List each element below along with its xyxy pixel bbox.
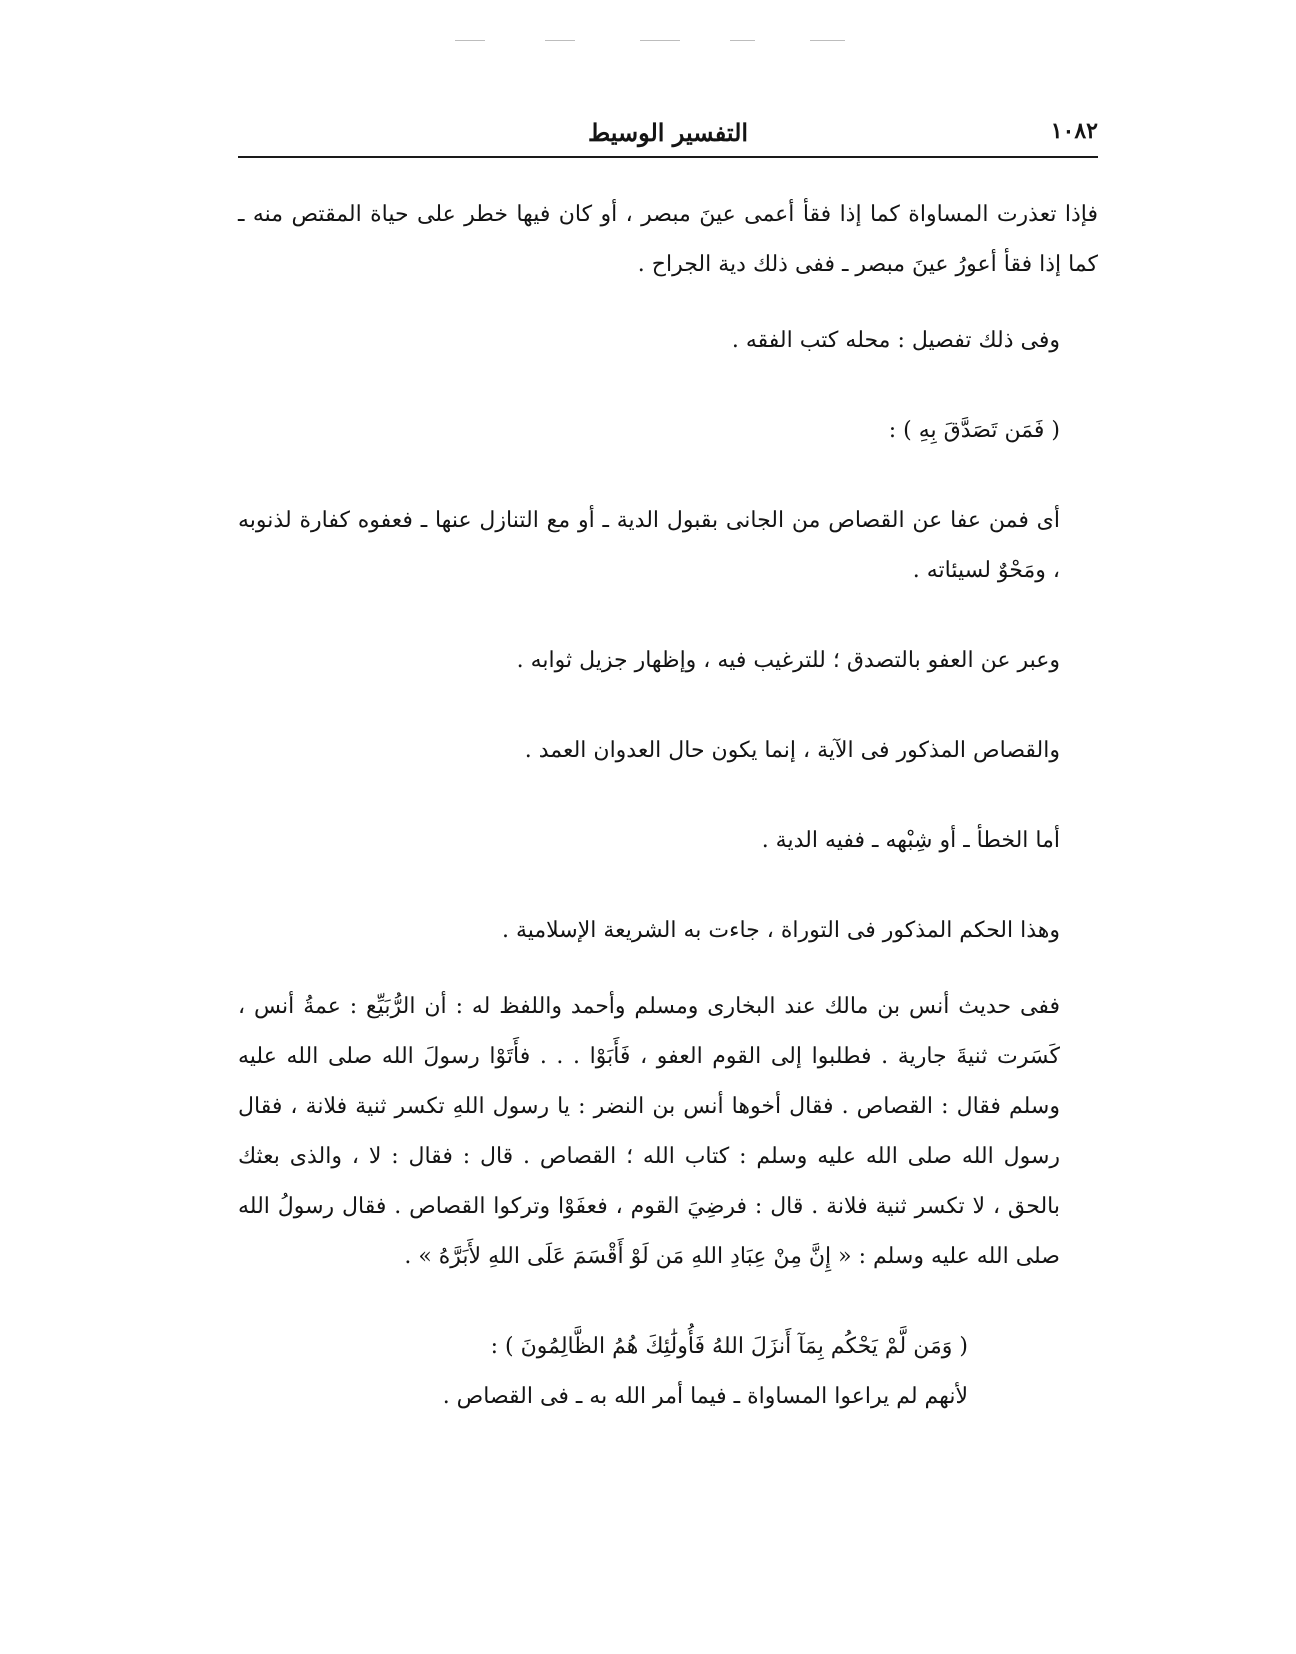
paragraph-7: وهذا الحكم المذكور فى التوراة ، جاءت به الشريعة الإسلامية . (501, 918, 1060, 943)
scan-artifact-line (640, 40, 680, 41)
page-number: ١٠٨٢ (1050, 118, 1098, 144)
verse-quote-1: ( فَمَن تَصَدَّقَ بِهِ ) : (888, 418, 1060, 443)
paragraph-1: فإذا تعذرت المساواة كما إذا فقأ أعمى عينَ مبصر ، أو كان فيها خطر على حياة المقتص منه ـ كما إذا فقأ أعورُ عينَ مبصر ـ ففى ذلك دية الجراح . (238, 202, 1098, 277)
verse-quote-2: ( وَمَن لَّمْ يَحْكُم بِمَآ أَنزَلَ اللهُ فَأُولَٰئِكَ هُمُ الظَّالِمُونَ ) : (490, 1334, 968, 1359)
paragraph-5: والقصاص المذكور فى الآية ، إنما يكون حال العدوان العمد . (524, 738, 1060, 763)
body-text (238, 190, 1098, 1422)
scan-artifact-line (545, 40, 575, 41)
scan-artifact-line (730, 40, 755, 41)
paragraph-2: وفى ذلك تفصيل : محله كتب الفقه . (731, 328, 1060, 353)
paragraph-4: وعبر عن العفو بالتصدق ؛ للترغيب فيه ، وإظهار جزيل ثوابه . (516, 648, 1060, 673)
header-rule (238, 156, 1098, 158)
hadith-paragraph: ففى حديث أنس بن مالك عند البخارى ومسلم وأحمد واللفظ له : أن الرُّبَيِّع : عمةُ أنس ، كَسَرت ثنيةَ جارية . فطلبوا إلى القوم العفو ، فَأَبَوْا . . . فأَتَوْا رسولَ الله صلى الله عليه وسلم فقال : القصاص . فقال أخوها أنس بن النضر : يا رسول اللهِ تكسر ثنية فلانة ، فقال رسول الله صلى الله عليه وسلم : كتاب الله ؛ القصاص . قال : فقال : لا ، والذى بعثك بالحق ، لا تكسر ثنية فلانة . قال : فرضِيَ القوم ، فعفَوْا وتركوا القصاص . فقال رسولُ الله صلى الله عليه وسلم : « إِنَّ مِنْ عِبَادِ اللهِ مَن لَوْ أَقْسَمَ عَلَى اللهِ لأَبَرَّهُ » . (238, 994, 1060, 1269)
scan-artifact-line (810, 40, 845, 41)
scan-artifact-line (455, 40, 485, 41)
paragraph-3: أى فمن عفا عن القصاص من الجانى بقبول الدية ـ أو مع التنازل عنها ـ فعفوه كفارة لذنوبه ، ومَحْوٌ لسيئاته . (238, 508, 1061, 583)
paragraph-8: لأنهم لم يراعوا المساواة ـ فيما أمر الله به ـ فى القصاص . (442, 1384, 968, 1409)
running-title: التفسير الوسيط (587, 118, 749, 147)
paragraph-6: أما الخطأ ـ أو شِبْهه ـ ففيه الدية . (761, 828, 1060, 853)
page-header (238, 118, 1098, 158)
